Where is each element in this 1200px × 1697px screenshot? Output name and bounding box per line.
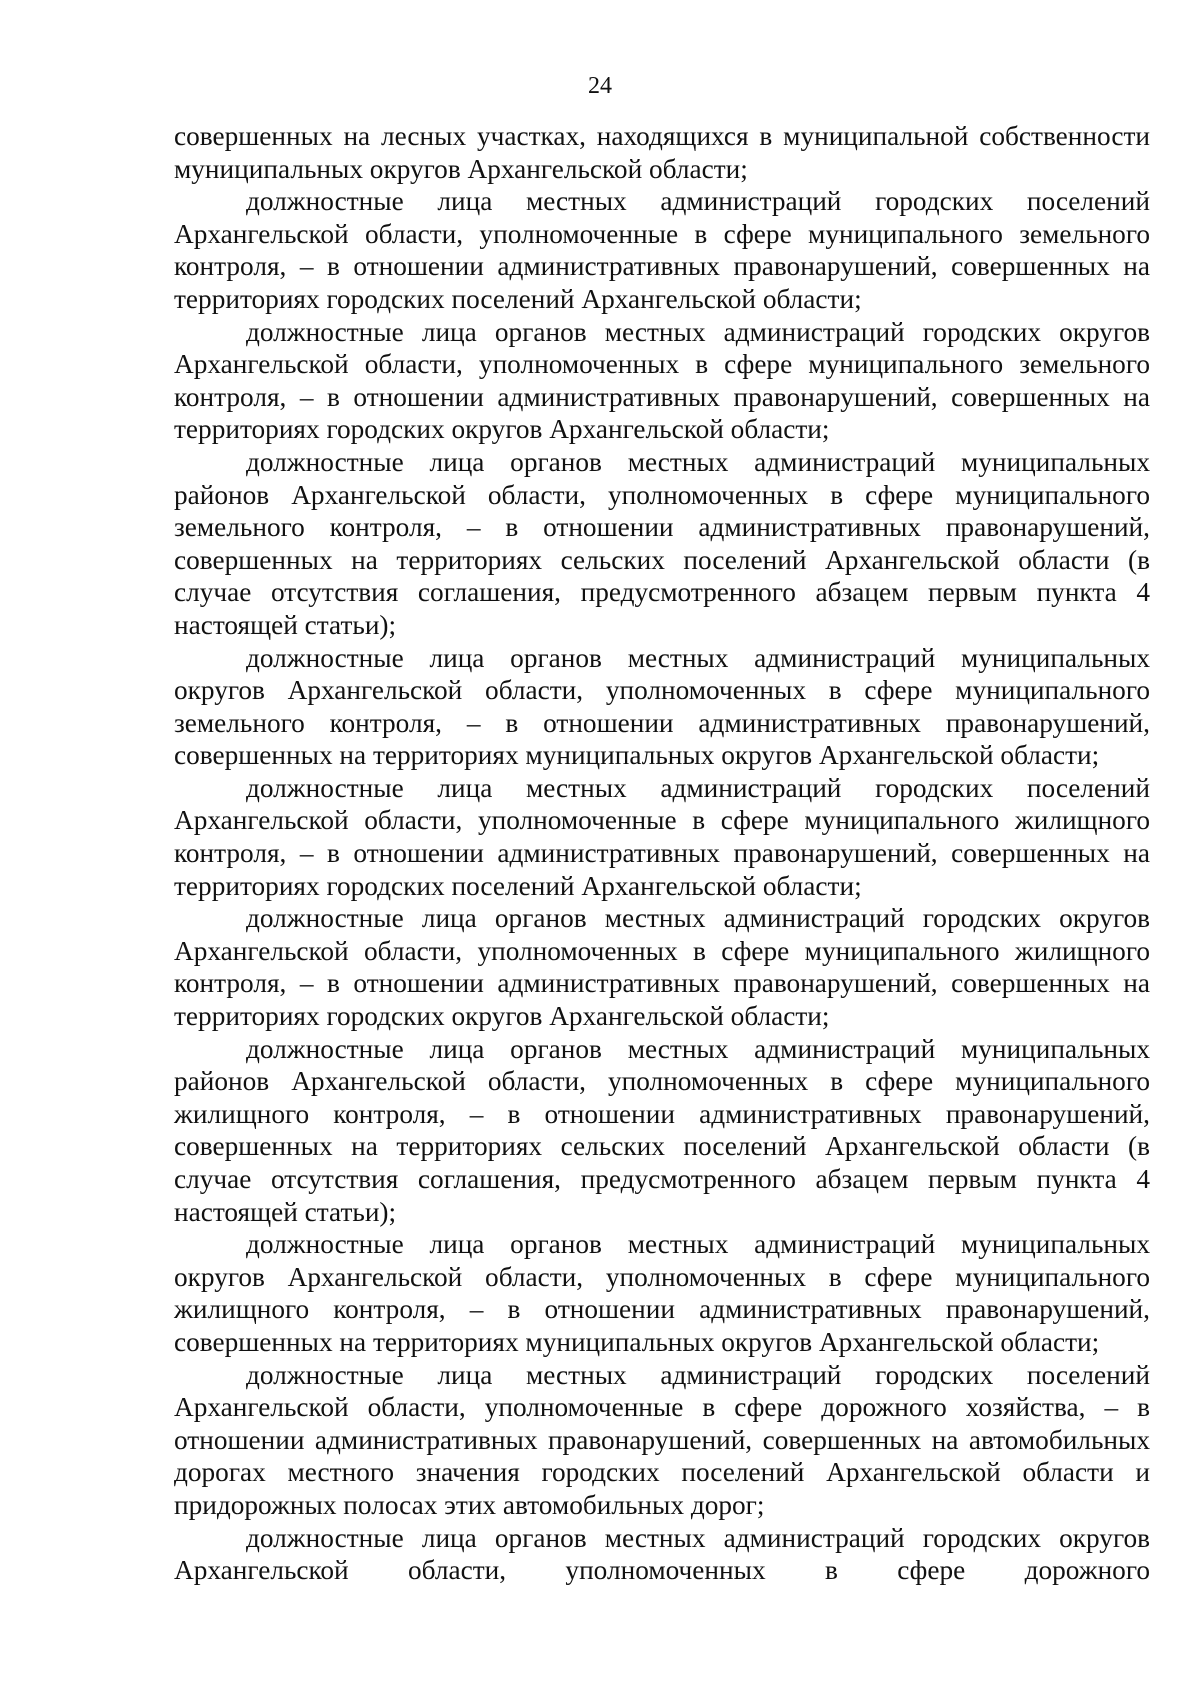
paragraph-land-control-municipal-districts: должностные лица органов местных администраций муниципальных округов Архангельской области, уполномоченных в сфере муниципального земельного контроля, – в отношении административных правонарушений, совершенных на территориях муниципальных округов Архангельской области; xyxy=(174,642,1150,771)
paragraph-land-control-urban-districts: должностные лица органов местных администраций городских округов Архангельской области, уполномоченных в сфере муниципального земельного контроля, – в отношении административных правонарушений, совершенных на территориях городских округов Архангельской области; xyxy=(174,316,1150,445)
paragraph-land-control-municipal-regions: должностные лица органов местных администраций муниципальных районов Архангельской области, уполномоченных в сфере муниципального земельного контроля, – в отношении административных правонарушений, совершенных на территориях сельских поселений Архангельской области (в случае отсутствия соглашения, предусмотренного абзацем первым пункта 4 настоящей статьи); xyxy=(174,446,1150,640)
paragraph-land-control-urban-settlements: должностные лица местных администраций городских поселений Архангельской области, уполномоченные в сфере муниципального земельного контроля, – в отношении административных правонарушений, совершенных на территориях городских поселений Архангельской области; xyxy=(174,186,1150,314)
document-body xyxy=(174,120,1150,1587)
paragraph-road-management-urban-settlements: должностные лица местных администраций городских поселений Архангельской области, уполномоченные в сфере дорожного хозяйства, – в отношении административных правонарушений, совершенных на автомобильных дорогах местного значения городских поселений Архангельской области и придорожных полосах этих автомобильных дорог; xyxy=(174,1359,1150,1520)
page-number: 24 xyxy=(588,73,612,99)
paragraph-continuation: совершенных на лесных участках, находящихся в муниципальной собственности муниципальных округов Архангельской области; xyxy=(174,121,1150,184)
paragraph-road-management-urban-districts: должностные лица органов местных администраций городских округов Архангельской области, уполномоченных в сфере дорожного xyxy=(174,1522,1150,1586)
paragraph-housing-control-urban-districts: должностные лица органов местных администраций городских округов Архангельской области, уполномоченных в сфере муниципального жилищного контроля, – в отношении административных правонарушений, совершенных на территориях городских округов Архангельской области; xyxy=(174,903,1150,1032)
paragraph-housing-control-urban-settlements: должностные лица местных администраций городских поселений Архангельской области, уполномоченные в сфере муниципального жилищного контроля, – в отношении административных правонарушений, совершенных на территориях городских поселений Архангельской области; xyxy=(174,772,1150,901)
paragraph-housing-control-municipal-districts: должностные лица органов местных администраций муниципальных округов Архангельской области, уполномоченных в сфере муниципального жилищного контроля, – в отношении административных правонарушений, совершенных на территориях муниципальных округов Архангельской области; xyxy=(174,1229,1150,1357)
paragraph-housing-control-municipal-regions: должностные лица органов местных администраций муниципальных районов Архангельской области, уполномоченных в сфере муниципального жилищного контроля, – в отношении административных правонарушений, совершенных на территориях сельских поселений Архангельской области (в случае отсутствия соглашения, предусмотренного абзацем первым пункта 4 настоящей статьи); xyxy=(174,1033,1150,1227)
